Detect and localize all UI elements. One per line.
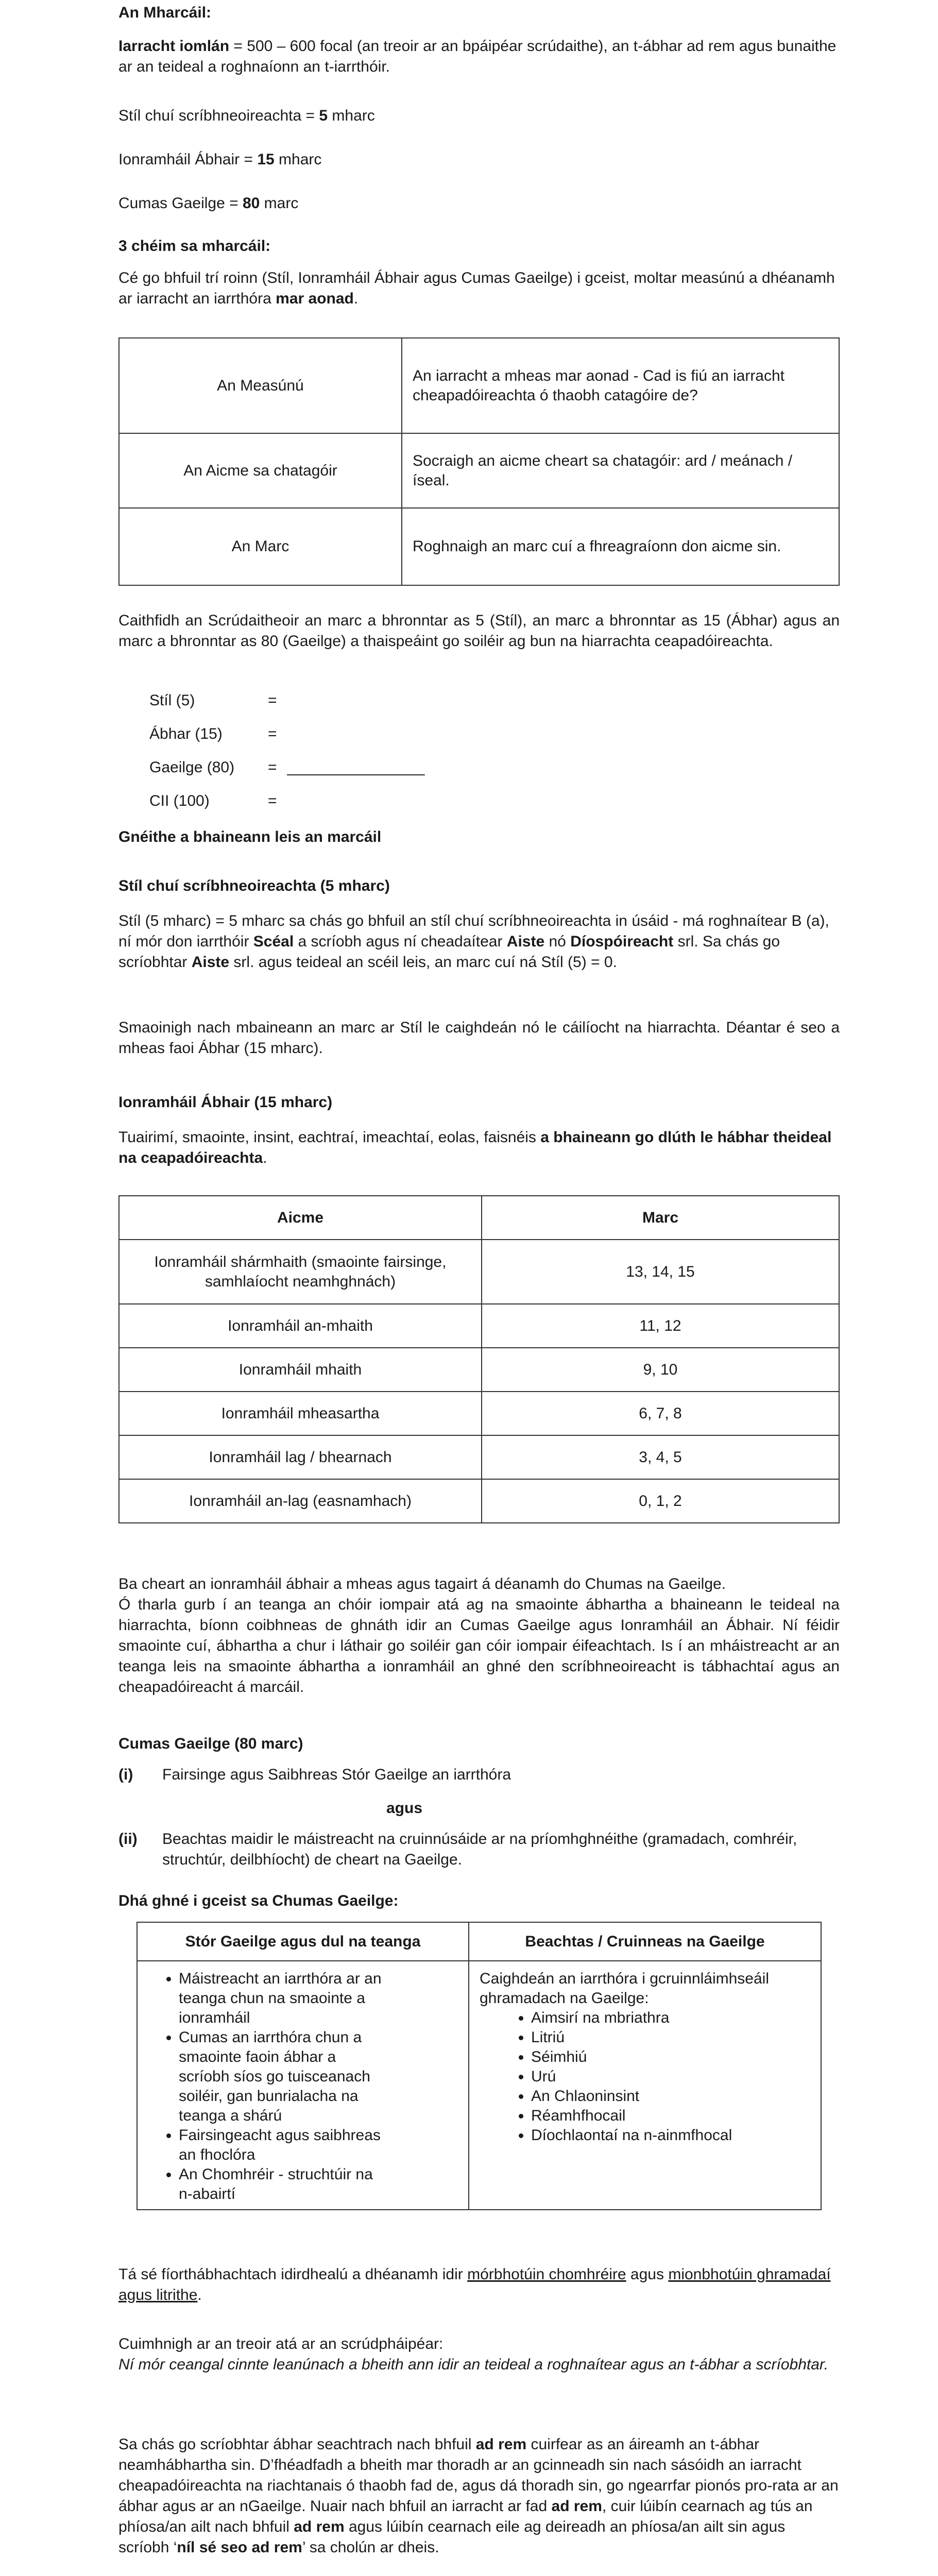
- gaeilge-item-2: (ii) Beachtas maidir le máistreacht na cruinnúsáide ar na príomhghnéithe (gramadach, comhréir, struchtúr, deilbhíocht) de cheart na Gaeilge.: [118, 1831, 797, 1868]
- list-item: • Fairsingeacht agus saibhreas an fhoclóra: [179, 2126, 385, 2165]
- gaeilge-agus: agus: [386, 1800, 423, 1817]
- steps-desc: Roghnaigh an marc cuí a fhreagraíonn don aicme sin.: [402, 508, 839, 585]
- two-aspects-title: Dhá ghné i gceist sa Chumas Gaeilge:: [118, 1892, 399, 1909]
- intro-paragraph: Iarracht iomlán = 500 – 600 focal (an treoir ar an bpáipéar scrúdaithe), an t-ábhar ad rem agus bunaithe ar an teideal a roghnaíonn an t-iarrthóir.: [118, 38, 837, 75]
- table-row: [119, 1479, 839, 1523]
- marc-cell: 0, 1, 2: [482, 1479, 839, 1523]
- style-note: Smaoinigh nach mbaineann an marc ar Stíl le caighdeán nó le cáilíocht na hiarrachta. Déantar é seo a mheas faoi Ábhar (15 mharc).: [118, 1019, 840, 1057]
- list-item: • Réamhfhocail: [531, 2106, 813, 2126]
- aspects-table: [137, 1922, 822, 2210]
- list-item: • Urú: [531, 2067, 813, 2087]
- marc-cell: 9, 10: [482, 1348, 839, 1392]
- marc-cell: 6, 7, 8: [482, 1392, 839, 1435]
- content-paragraph: Tuairimí, smaointe, insint, eachtraí, imeachtaí, eolas, faisnéis a bhaineann go dlúth le hábhar theideal na ceapadóireachta.: [118, 1129, 832, 1166]
- aspects-row: [137, 1961, 821, 2210]
- marc-cell: 3, 4, 5: [482, 1435, 839, 1479]
- summary-line: Ábhar (15) =: [149, 725, 277, 742]
- aicme-cell: Ionramháil shármhaith (smaointe fairsinge, samhlaíocht neamhghnách): [119, 1240, 482, 1304]
- steps-title: 3 chéim sa mharcáil:: [118, 238, 271, 255]
- table-row: [119, 1240, 839, 1304]
- marc-cell: 13, 14, 15: [482, 1240, 839, 1304]
- aspects-cell-1: [137, 1961, 469, 2210]
- steps-label: An Marc: [119, 508, 402, 585]
- list-item: • Séimhiú: [531, 2047, 813, 2067]
- list-item: • An Chomhréir - struchtúir na n-abairtí: [179, 2165, 385, 2204]
- steps-row: [119, 338, 839, 433]
- aicme-cell: Ionramháil an-mhaith: [119, 1304, 482, 1348]
- list-item: • Litriú: [531, 2028, 813, 2047]
- content-table: [118, 1195, 840, 1523]
- adrem-paragraph: Sa chás go scríobhtar ábhar seachtrach nach bhfuil ad rem cuirfear as an áireamh an t-ábhar neamhábhartha sin. D’fhéadfadh a bheith mar thoradh ar an gcinneadh sin nach sásóidh an iarracht cheapadóireachta na riachtanais ó thaobh fad de, agus dá thoradh sin, go ngearrfar pionós pro-rata ar an ábhar agus ar an nGaeilge. Nuair nach bhfuil an iarracht ar fad ad rem, cuir lúibín cearnach ag tús an phíosa/an ailt nach bhfuil ad rem agus lúibín cearnach eile ag deireadh an phíosa/an ailt sin agus scríobh ‘níl sé seo ad rem’ sa cholún ar dheis.: [118, 2436, 839, 2556]
- steps-label: An Measúnú: [119, 338, 402, 433]
- doc-title: An Mharcáil:: [118, 4, 212, 21]
- style-section-title: Stíl chuí scríbhneoireachta (5 mharc): [118, 877, 390, 894]
- steps-row: [119, 433, 839, 508]
- steps-desc: Socraigh an aicme cheart sa chatagóir: ard / meánach / íseal.: [402, 433, 839, 508]
- aicme-cell: Ionramháil mheasartha: [119, 1392, 482, 1435]
- list-item: • Aimsirí na mbriathra: [531, 2008, 813, 2028]
- list-item: • Máistreacht an iarrthóra ar an teanga chun na smaointe a ionramháil: [179, 1969, 385, 2028]
- table-row: [119, 1435, 839, 1479]
- style-paragraph: Stíl (5 mharc) = 5 mharc sa chás go bhfuil an stíl chuí scríbhneoireachta in úsáid - má roghnaítear B (a), ní mór don iarrthóir Scéal a scríobh agus ní cheadaítear Aiste nó Díospóireacht srl. Sa chás go scríobhtar Aiste srl. agus teideal an scéil leis, an marc cuí ná Stíl (5) = 0.: [118, 912, 829, 971]
- summary-block: [149, 690, 424, 824]
- table-header-row: [137, 1922, 821, 1961]
- aspects-cell-2: Caighdeán an iarrthóra i gcruinnláimhseáil ghramadach na Gaeilge: • Aimsirí na mbriathra • Litriú • Séimhiú • Urú • An Chlaoninsint • Réamhfhocail • Díochlaontaí na n-ainmfhocal: [469, 1961, 821, 2210]
- aicme-cell: Ionramháil lag / bhearnach: [119, 1435, 482, 1479]
- gaeilge-section-title: Cumas Gaeilge (80 marc): [118, 1735, 303, 1752]
- table-row: [119, 1348, 839, 1392]
- aspects-list-1: [158, 1969, 385, 2204]
- content-note: Ba cheart an ionramháil ábhair a mheas agus tagairt á déanamh do Chumas na Gaeilge. Ó tharla gurb í an teanga an chóir iompair atá ag na smaointe ábhartha a bhaineann le teideal na hiarrachta, bíonn coibhneas de ghnáth idir an Cumas Gaeilge agus Ionramháil an Ábhair. Ní féidir smaointe cuí, ábhartha a chur i láthair go soiléir gan cóir iompair éifeachtach. Is í an mháistreacht ar an teanga leis na smaointe ábhartha a ionramháil an ghné den scríbhneoireacht is tábhachtaí agus an cheapadóireacht á marcáil.: [118, 1575, 840, 1696]
- summary-line: Gaeilge (80) = ________________: [149, 759, 425, 776]
- steps-label: An Aicme sa chatagóir: [119, 433, 402, 508]
- stil-line: Stíl chuí scríbhneoireachta = 5 mharc: [118, 107, 375, 124]
- column-header: Marc: [482, 1196, 839, 1240]
- list-item: • Díochlaontaí na n-ainmfhocal: [531, 2126, 813, 2145]
- column-header: Beachtas / Cruinneas na Gaeilge: [469, 1922, 821, 1961]
- list-item: • Cumas an iarrthóra chun a smaointe faoin ábhar a scríobh síos go tuisceanach soiléir, gan bunrialacha na teanga a shárú: [179, 2028, 385, 2126]
- steps-row: [119, 508, 839, 585]
- abhar-line: Ionramháil Ábhair = 15 mharc: [118, 151, 322, 168]
- aicme-cell: Ionramháil mhaith: [119, 1348, 482, 1392]
- table-row: [119, 1392, 839, 1435]
- cumas-line: Cumas Gaeilge = 80 marc: [118, 195, 299, 212]
- column-header: Stór Gaeilge agus dul na teanga: [137, 1922, 469, 1961]
- steps-paragraph: Cé go bhfuil trí roinn (Stíl, Ionramháil Ábhair agus Cumas Gaeilge) i gceist, moltar measúnú a dhéanamh ar iarracht an iarrthóra mar aonad.: [118, 269, 835, 307]
- aicme-cell: Ionramháil an-lag (easnamhach): [119, 1479, 482, 1523]
- table-header-row: [119, 1196, 839, 1240]
- steps-table: [118, 337, 840, 586]
- steps-desc: An iarracht a mheas mar aonad - Cad is fiú an iarracht cheapadóireachta ó thaobh catagóire de?: [402, 338, 839, 433]
- content-section-title: Ionramháil Ábhair (15 mharc): [118, 1094, 333, 1111]
- distinction-paragraph: Tá sé fíorthábhachtach idirdhealú a dhéanamh idir mórbhotúin chomhréire agus mionbhotúin ghramadaí agus litrithe.: [118, 2266, 831, 2303]
- marc-cell: 11, 12: [482, 1304, 839, 1348]
- reminder-block: Cuimhnigh ar an treoir atá ar an scrúdpháipéar: Ní mór ceangal cinnte leanúnach a bheith ann idir an teideal a roghnaítear agus an t-ábhar a scríobhtar.: [118, 2335, 829, 2373]
- table-row: [119, 1304, 839, 1348]
- summary-line: CII (100) =: [149, 792, 277, 809]
- marks-paragraph: Caithfidh an Scrúdaitheoir an marc a bhronntar as 5 (Stíl), an marc a bhronntar as 15 (Ábhar) agus an marc a bhronntar as 80 (Gaeilge) a thaispeáint go soiléir ag bun na hiarrachta ceapadóireachta.: [118, 612, 840, 650]
- aspects-list-2: [480, 2008, 813, 2145]
- features-title: Gnéithe a bhaineann leis an marcáil: [118, 828, 382, 845]
- column-header: Aicme: [119, 1196, 482, 1240]
- gaeilge-item-1: (i) Fairsinge agus Saibhreas Stór Gaeilge an iarrthóra: [118, 1766, 511, 1783]
- summary-line: Stíl (5) =: [149, 692, 277, 709]
- list-item: • An Chlaoninsint: [531, 2087, 813, 2106]
